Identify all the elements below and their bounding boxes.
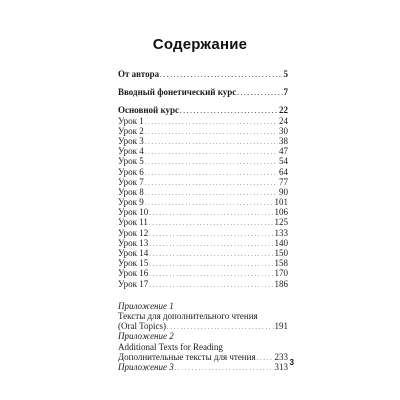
toc-entry-main-course [118, 105, 288, 115]
toc-entry-label: Урок 2 [118, 125, 144, 136]
appendix-heading: Приложение 1 [118, 300, 174, 311]
toc-entry-page: 30 [279, 125, 288, 136]
toc-entry-lesson [118, 258, 288, 268]
toc-entry-page: 24 [279, 115, 288, 126]
toc-entry-label: Урок 16 [118, 268, 149, 279]
toc-entry-page: 186 [274, 278, 288, 289]
toc-entry-page: 64 [279, 166, 288, 177]
toc-entry-label: Урок 9 [118, 197, 144, 208]
toc-entry-label: Урок 5 [118, 156, 144, 167]
appendix-1 [118, 301, 288, 332]
appendix-heading: Приложение 3 [118, 361, 174, 372]
toc-entry-lesson [118, 146, 288, 156]
toc-entry-label: Урок 8 [118, 186, 144, 197]
toc-entry-page: 38 [279, 135, 288, 146]
toc-entry-label: Урок 7 [118, 176, 144, 187]
toc-entry-label: Вводный фонетический курс [118, 87, 237, 98]
page-title: Содержание [152, 36, 248, 53]
appendix-title-line: Additional Texts for Reading [118, 341, 223, 352]
leader-dots [167, 321, 274, 333]
toc-entry-label: Урок 1 [118, 115, 144, 126]
toc-entry-appendix-1 [118, 321, 288, 331]
toc-entry-intro [118, 87, 288, 97]
toc-entry-page: 7 [283, 87, 288, 98]
toc-entry-label: Урок 17 [118, 278, 149, 289]
toc-entry-label: Урок 14 [118, 248, 149, 258]
leader-dots [175, 362, 274, 374]
leader-dots [160, 69, 282, 81]
toc-entry-lesson [118, 187, 288, 197]
toc-entry-lesson [118, 136, 288, 146]
leader-dots [237, 87, 282, 99]
toc-entry-page: 170 [274, 268, 288, 279]
toc-entry-label: Урок 3 [118, 135, 144, 146]
toc-entry-lesson [118, 268, 288, 278]
toc-entry-label: Урок 6 [118, 166, 144, 177]
toc-entry-label: Дополнительные тексты для чтения [118, 351, 256, 362]
toc-entry-page: 191 [274, 321, 288, 332]
table-of-contents [118, 69, 288, 372]
toc-entry-lesson [118, 126, 288, 136]
toc-entry-label: Урок 11 [118, 217, 148, 228]
toc-entry-label: Урок 12 [118, 227, 149, 238]
toc-entry-page: 101 [274, 197, 288, 208]
toc-entry-appendix-3 [118, 362, 288, 372]
page-number: 3 [289, 358, 294, 367]
toc-entry-label: Урок 15 [118, 258, 149, 269]
appendix-heading: Приложение 2 [118, 331, 174, 342]
toc-entry-page: 125 [274, 217, 288, 228]
toc-entry-lesson [118, 197, 288, 207]
toc-entry-lesson [118, 228, 288, 238]
toc-entry-lesson [118, 238, 288, 248]
toc-entry-page: 150 [274, 248, 288, 258]
toc-entry-page: 5 [283, 69, 288, 79]
toc-entry-lesson [118, 116, 288, 126]
toc-entry-lesson [118, 248, 288, 258]
toc-entry-appendix-2 [118, 352, 288, 362]
toc-entry-lesson [118, 156, 288, 166]
toc-entry-label: Основной курс [118, 105, 179, 116]
toc-entry-page: 140 [274, 237, 288, 248]
appendix-title-line: Тексты для дополнительного чтения [118, 310, 258, 321]
toc-entry-lesson [118, 177, 288, 187]
toc-entry-page: 158 [274, 258, 288, 269]
toc-entry-label: От автора [118, 69, 160, 79]
leader-dots [149, 279, 273, 291]
toc-entry-page: 133 [274, 227, 288, 238]
toc-entry-page: 47 [279, 146, 288, 157]
toc-entry-lesson [118, 207, 288, 217]
toc-entry-lesson [118, 279, 288, 289]
toc-entry-page: 106 [274, 207, 288, 218]
toc-entry-label: Урок 13 [118, 237, 149, 248]
toc-entry-page: 233 [274, 351, 288, 362]
toc-entry-label: Урок 10 [118, 207, 149, 218]
toc-entry-lesson [118, 217, 288, 227]
toc-entry-lesson [118, 167, 288, 177]
toc-entry-page: 22 [279, 105, 288, 116]
toc-entry-label: Урок 4 [118, 146, 144, 157]
toc-entry-page: 54 [279, 156, 288, 167]
toc-entry-label: (Oral Topics) [118, 321, 166, 332]
appendix-2 [118, 331, 288, 362]
toc-entry-preface [118, 69, 288, 79]
lesson-list [118, 116, 288, 289]
toc-entry-page: 77 [279, 176, 288, 187]
toc-entry-page: 313 [274, 361, 288, 372]
toc-entry-page: 90 [279, 186, 288, 197]
